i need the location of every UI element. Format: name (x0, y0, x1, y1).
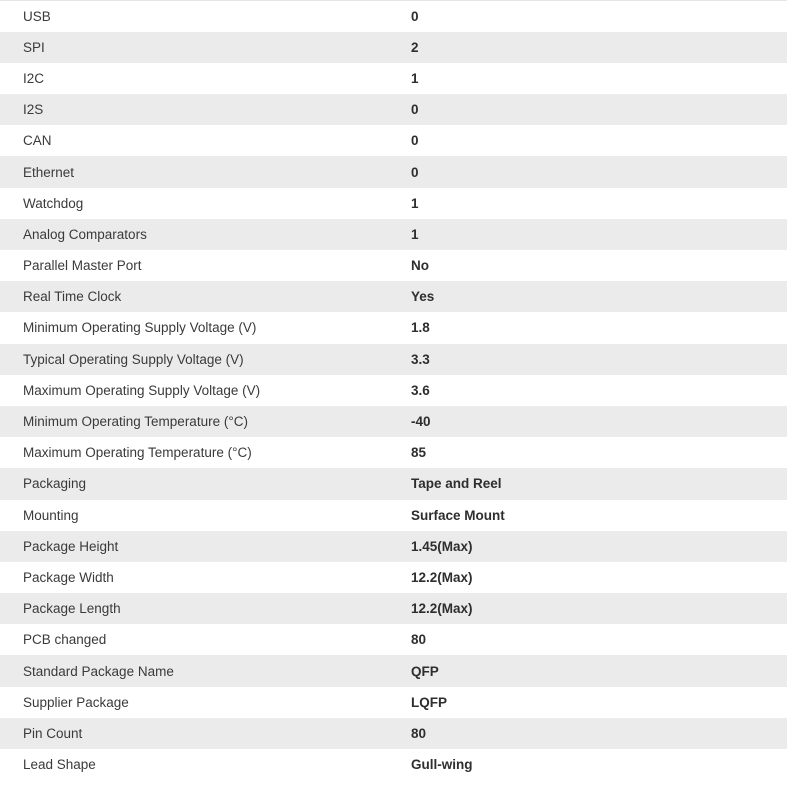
spec-row (0, 687, 787, 718)
spec-label: I2S (23, 102, 44, 118)
spec-value: 1 (411, 195, 419, 211)
spec-label: USB (23, 8, 51, 24)
spec-row (0, 344, 787, 375)
spec-label: Standard Package Name (23, 663, 174, 679)
spec-row (0, 562, 787, 593)
spec-row (0, 156, 787, 187)
spec-row (0, 406, 787, 437)
spec-label: Package Height (23, 538, 119, 554)
spec-value: 0 (411, 8, 419, 24)
spec-value: 3.3 (411, 351, 430, 367)
spec-row (0, 593, 787, 624)
spec-value: 3.6 (411, 382, 430, 398)
spec-label: Watchdog (23, 195, 84, 211)
spec-row (0, 437, 787, 468)
spec-row (0, 125, 787, 156)
spec-value: Gull-wing (411, 757, 473, 773)
spec-value: LQFP (411, 694, 447, 710)
spec-row (0, 312, 787, 343)
spec-value: No (411, 258, 429, 274)
spec-row (0, 1, 787, 32)
spec-label: Parallel Master Port (23, 258, 142, 274)
spec-value: 80 (411, 632, 427, 648)
spec-row (0, 32, 787, 63)
spec-label: Analog Comparators (23, 226, 147, 242)
spec-value: 1 (411, 70, 419, 86)
spec-label: Mounting (23, 507, 79, 523)
spec-value: 0 (411, 102, 419, 118)
spec-value: 85 (411, 445, 427, 461)
spec-value: Tape and Reel (411, 476, 502, 492)
spec-label: Package Length (23, 601, 121, 617)
spec-label: Typical Operating Supply Voltage (V) (23, 351, 244, 367)
spec-row (0, 94, 787, 125)
spec-label: CAN (23, 133, 52, 149)
spec-value: Surface Mount (411, 507, 505, 523)
spec-row (0, 500, 787, 531)
spec-value: 0 (411, 133, 419, 149)
spec-value: -40 (411, 414, 431, 430)
spec-label: Packaging (23, 476, 87, 492)
spec-row (0, 468, 787, 499)
spec-label: Ethernet (23, 164, 75, 180)
spec-label: Package Width (23, 569, 114, 585)
spec-label: Minimum Operating Temperature (°C) (23, 414, 248, 430)
spec-label: Pin Count (23, 725, 83, 741)
spec-row (0, 655, 787, 686)
spec-label: PCB changed (23, 632, 107, 648)
spec-row (0, 250, 787, 281)
spec-label: Maximum Operating Supply Voltage (V) (23, 382, 261, 398)
spec-value: 12.2(Max) (411, 569, 473, 585)
spec-label: Minimum Operating Supply Voltage (V) (23, 320, 257, 336)
spec-value: 12.2(Max) (411, 601, 473, 617)
spec-row (0, 718, 787, 749)
spec-label: Supplier Package (23, 694, 129, 710)
spec-row (0, 219, 787, 250)
spec-row (0, 63, 787, 94)
spec-value: 1 (411, 226, 419, 242)
spec-value: Yes (411, 289, 435, 305)
spec-value: 80 (411, 725, 427, 741)
spec-value: 1.45(Max) (411, 538, 473, 554)
spec-value: 1.8 (411, 320, 430, 336)
spec-label: SPI (23, 39, 45, 55)
specifications-table-body (0, 1, 787, 781)
spec-row (0, 375, 787, 406)
spec-row (0, 281, 787, 312)
spec-value: 2 (411, 39, 419, 55)
spec-row (0, 531, 787, 562)
spec-row (0, 188, 787, 219)
spec-row (0, 749, 787, 780)
spec-value: 0 (411, 164, 419, 180)
spec-label: Maximum Operating Temperature (°C) (23, 445, 252, 461)
spec-value: QFP (411, 663, 439, 679)
spec-label: Real Time Clock (23, 289, 122, 305)
spec-row (0, 624, 787, 655)
spec-label: I2C (23, 70, 45, 86)
spec-label: Lead Shape (23, 757, 96, 773)
